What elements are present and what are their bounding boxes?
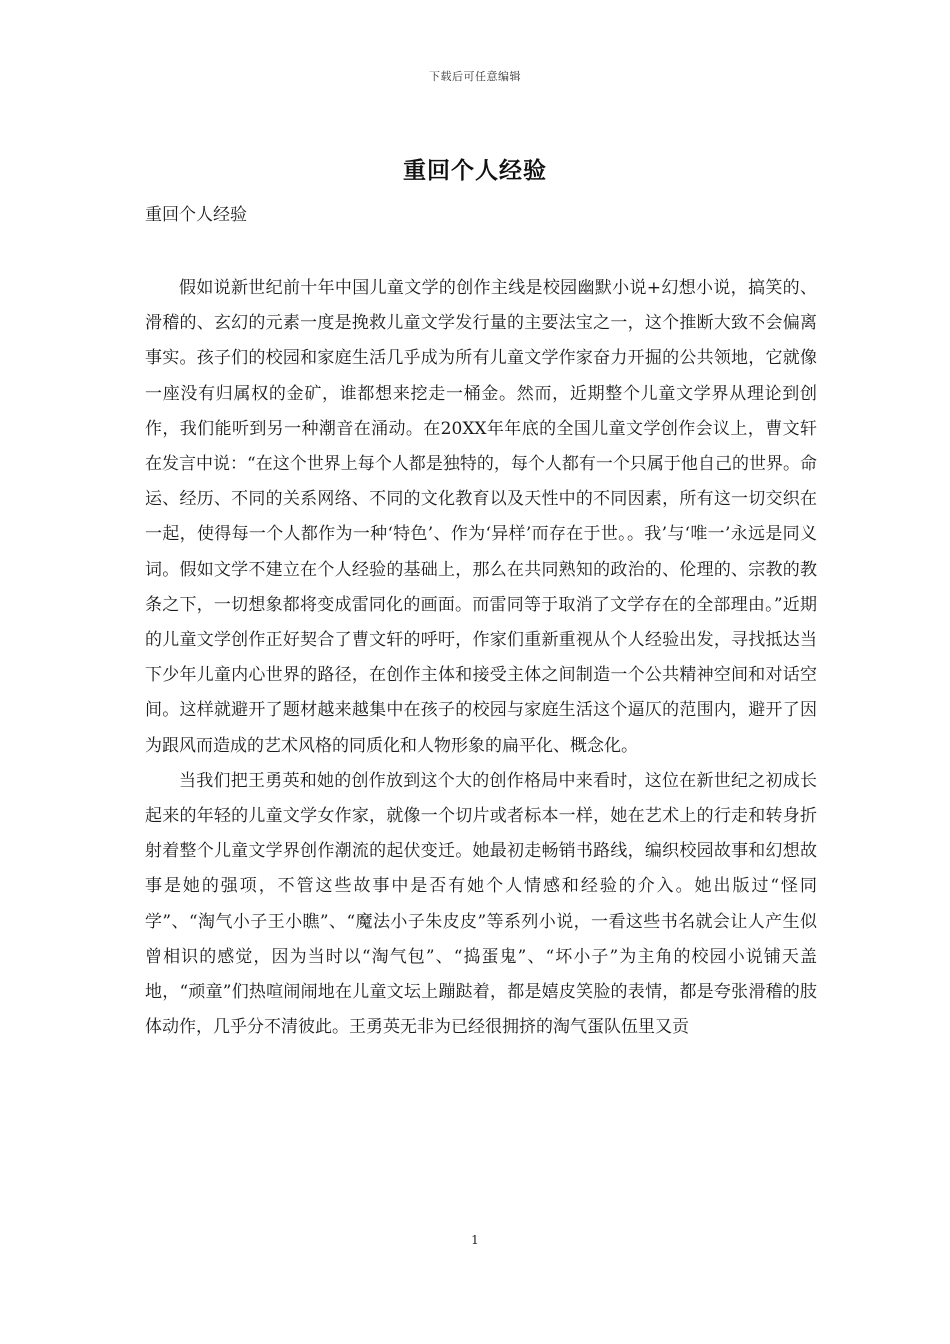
paragraph-1: 假如说新世纪前十年中国儿童文学的创作主线是校园幽默小说+幻想小说，搞笑的、滑稽的、玄幻的元素一度是挽救儿童文学发行量的主要法宝之一，这个推断大致不会偏离事实。孩子们的校园和家庭生活几乎成为所有儿童文学作家奋力开掘的公共领地，它就像一座没有归属权的金矿，谁都想来挖走一桶金。然而，近期整个儿童文学界从理论到创作，我们能听到另一种潮音在涌动。在20XX年年底的全国儿童文学创作会议上，曹文轩在发言中说：“在这个世界上每个人都是独特的，每个人都有一个只属于他自己的世界。命运、经历、不同的关系网络、不同的文化教育以及天性中的不同因素，所有这一切交织在一起，使得每一个人都作为一种‘特色’、作为‘异样’而存在于世。。我’与‘唯一’永远是同义词。假如文学不建立在个人经验的基础上，那么在共同熟知的政治的、伦理的、宗教的教条之下，一切想象都将变成雷同化的画面。而雷同等于取消了文学存在的全部理由。”近期的儿童文学创作正好契合了曹文轩的呼吁，作家们重新重视从个人经验出发，寻找抵达当下少年儿童内心世界的路径，在创作主体和接受主体之间制造一个公共精神空间和对话空间。这样就避开了题材越来越集中在孩子的校园与家庭生活这个逼仄的范围内，避开了因为跟风而造成的艺术风格的同质化和人物形象的扁平化、概念化。 bbox=[145, 278, 817, 756]
paragraph-2: 当我们把王勇英和她的创作放到这个大的创作格局中来看时，这位在新世纪之初成长起来的年轻的儿童文学女作家，就像一个切片或者标本一样，她在艺术上的行走和转身折射着整个儿童文学界创作潮流的起伏变迁。她最初走畅销书路线，编织校园故事和幻想故事是她的强项，不管这些故事中是否有她个人情感和经验的介入。她出版过“怪同学”、“淘气小子王小瞧”、“魔法小子朱皮皮”等系列小说，一看这些书名就会让人产生似曾相识的感觉，因为当时以“淘气包”、“捣蛋鬼”、“坏小子”为主角的校园小说铺天盖地，“顽童”们热喧闹闹地在儿童文坛上蹦跶着，都是嬉皮笑脸的表情，都是夸张滑稽的肢体动作，几乎分不清彼此。王勇英无非为已经很拥挤的淘气蛋队伍里又贡 bbox=[145, 770, 817, 1038]
page-number: 1 bbox=[471, 1233, 479, 1247]
document-body bbox=[145, 271, 817, 1045]
header-note: 下载后可任意编辑 bbox=[429, 70, 521, 83]
document-title: 重回个人经验 bbox=[403, 157, 547, 184]
document-subtitle: 重回个人经验 bbox=[145, 205, 247, 225]
